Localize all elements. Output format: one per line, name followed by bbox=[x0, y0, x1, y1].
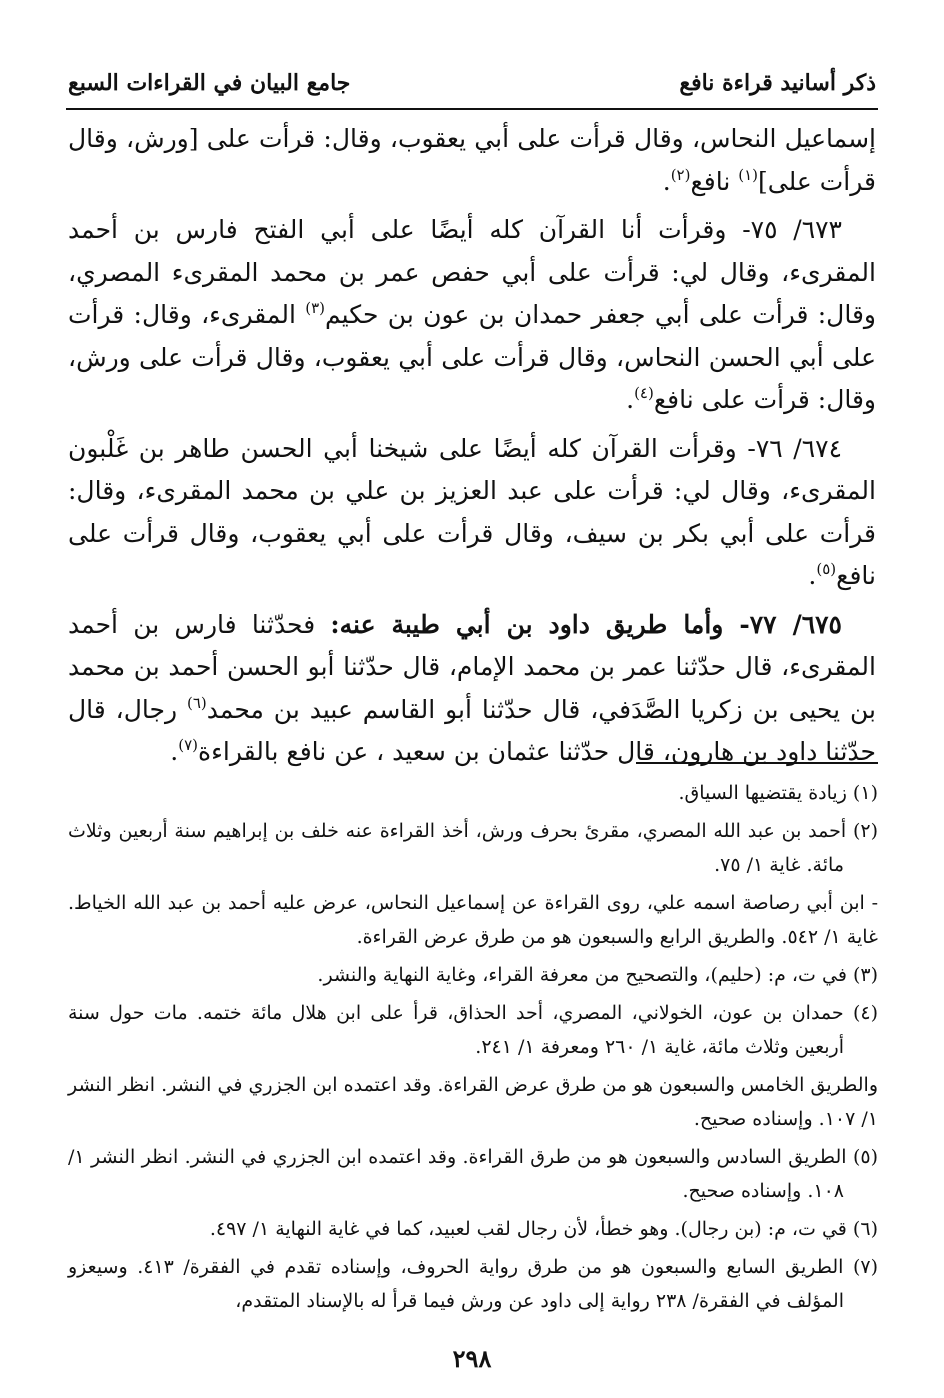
paragraph-text: . bbox=[662, 166, 671, 196]
footnote-4-continued: والطريق الخامس والسبعون هو من طرق عرض القراءة. وقد اعتمده ابن الجزري في النشر. انظر النشر ١/ ١٠٧. وإسناده صحيح. bbox=[68, 1074, 878, 1130]
paragraph-674 bbox=[68, 428, 876, 598]
footnotes bbox=[68, 776, 878, 1322]
footnote-ref: (٣) bbox=[305, 299, 326, 317]
page-number: ٢٩٨ bbox=[452, 1344, 492, 1373]
footnote-4: (٤) حمدان بن عون، الخولاني، المصري، أحد الحذاق، قرأ على ابن هلال مائة ختمه. مات حول سنة أربعين وثلاث مائة، غاية ١/ ٢٦٠ ومعرفة ١/ ٢٤١. bbox=[68, 1002, 878, 1058]
paragraph-text: . bbox=[808, 561, 817, 590]
paragraph-675 bbox=[68, 604, 876, 774]
paragraph-text: رجال، قال حدّثنا داود بن هارون، قال حدّثنا عثمان بن سعيد ، عن نافع بالقراءة bbox=[68, 694, 876, 766]
main-text bbox=[68, 118, 876, 780]
paragraph-text: . bbox=[626, 385, 635, 414]
paragraph-text: نافع bbox=[690, 166, 739, 196]
footnote-2-continued: - ابن أبي رصاصة اسمه علي، روى القراءة عن إسماعيل النحاس، عرض عليه أحمد بن عبد الله الخياط. غاية ١/ ٥٤٢. والطريق الرابع والسبعون هو من طرق عرض القراءة. bbox=[68, 892, 878, 948]
footnote-5: (٥) الطريق السادس والسبعون هو من طرق القراءة. وقد اعتمده ابن الجزري في النشر. انظر النشر ١/ ١٠٨. وإسناده صحيح. bbox=[68, 1146, 878, 1202]
paragraph-text: المقرىء، وقال: قرأت على أبي الحسن النحاس، وقال قرأت على أبي يعقوب، وقال قرأت على ورش، وقال: قرأت على نافع bbox=[68, 300, 876, 414]
paragraph-text: ٦٧٣/ ٧٥- وقرأت أنا القرآن كله أيضًا على أبي الفتح فارس بن أحمد المقرىء، وقال لي: قرأت على أبي حفص عمر بن محمد المقرىء المصري، وقال: قرأت على أبي جعفر حمدان بن عون بن حكيم bbox=[68, 215, 876, 329]
footnote-ref: (٥) bbox=[816, 560, 837, 578]
paragraph-text: إسماعيل النحاس، وقال قرأت على أبي يعقوب، وقال: قرأت على [ورش، وقال قرأت على] bbox=[68, 124, 876, 196]
header-divider bbox=[66, 108, 878, 110]
footnote-ref: (٤) bbox=[634, 384, 654, 402]
footnote-2: (٢) أحمد بن عبد الله المصري، مقرئ بحرف ورش، أخذ القراءة عنه خلف بن إبراهيم سنة أربعين وثلاث مائة. غاية ١/ ٧٥. bbox=[68, 820, 878, 876]
footnote-6: (٦) قي ت، م: (بن رجال). وهو خطأ، لأن رجال لقب لعبيد، كما في غاية النهاية ١/ ٤٩٧. bbox=[209, 1218, 878, 1240]
paragraph-text: . bbox=[170, 737, 179, 766]
footnote-divider bbox=[636, 762, 878, 764]
chapter-title: ذكر أسانيد قراءة نافع bbox=[679, 70, 876, 96]
footnote-ref: (١) bbox=[738, 165, 759, 184]
footnote-7: (٧) الطريق السابع والسبعون هو من طرق رواية الحروف، وإسناده تقدم في الفقرة/ ٤١٣. وسيعزو المؤلف في الفقرة/ ٢٣٨ رواية إلى داود عن ورش فيما قرأ له بالإسناد المتقدم، bbox=[68, 1256, 878, 1312]
footnote-ref: (٧) bbox=[178, 736, 199, 754]
footnote-1: (١) زيادة يقتضيها السياق. bbox=[678, 782, 878, 804]
paragraph-lead: ٦٧٥/ ٧٧- وأما طريق داود بن أبي طيبة عنه: bbox=[330, 609, 842, 639]
paragraph-text: ٦٧٤/ ٧٦- وقرأت القرآن كله أيضًا على شيخنا أبي الحسن طاهر بن غَلْبون المقرىء، وقال لي: قرأت على عبد العزيز بن علي بن محمد المقرىء، وقال: قرأت على أبي بكر بن سيف، وقال قرأت على أبي يعقوب، وقال قرأت على نافع bbox=[68, 433, 876, 590]
book-title: جامع البيان في القراءات السبع bbox=[68, 70, 351, 96]
footnote-ref: (٦) bbox=[186, 693, 207, 712]
paragraph-text: فحدّثنا فارس بن أحمد المقرىء، قال حدّثنا عمر بن محمد الإمام، قال حدّثنا أبو الحسن أحمد بن محمد بن يحيى بن زكريا الصَّدَفي، قال حدّثنا أبو القاسم عبيد بن محمد bbox=[68, 609, 876, 724]
footnote-ref: (٢) bbox=[670, 165, 691, 184]
paragraph-continuation bbox=[68, 118, 876, 203]
paragraph-673 bbox=[68, 209, 876, 422]
running-header bbox=[68, 60, 876, 100]
footnote-3: (٣) في ت، م: (حليم)، والتصحيح من معرفة القراء، وغاية النهاية والنشر. bbox=[317, 964, 878, 986]
